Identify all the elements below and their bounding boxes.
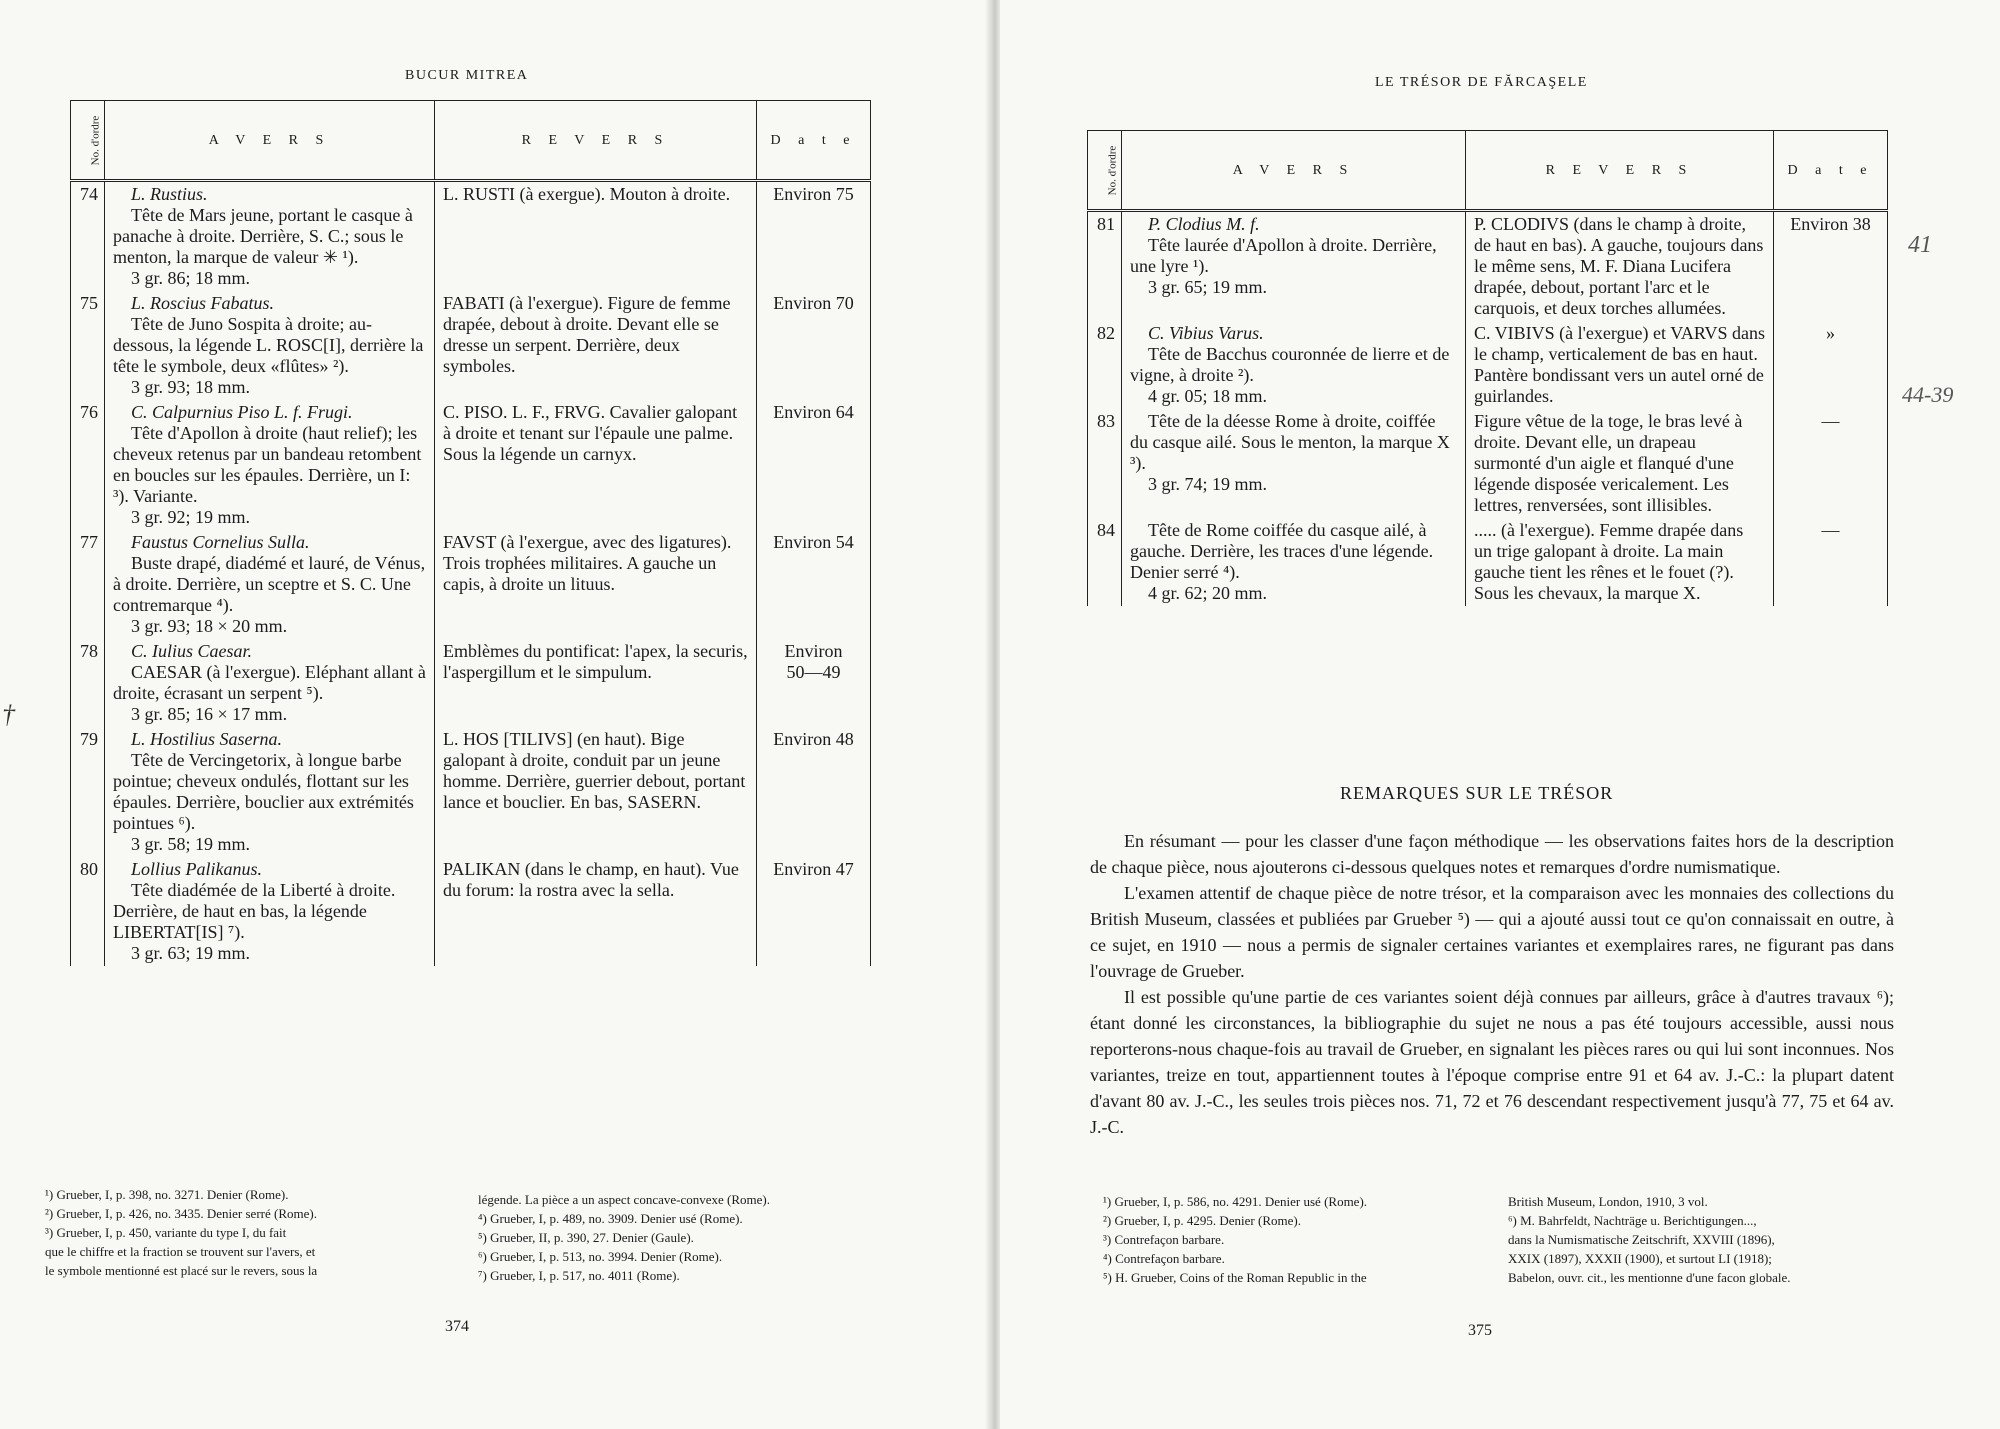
footnote: ⁵) Grueber, II, p. 390, 27. Denier (Gaule). (478, 1230, 694, 1245)
avers-description: Tête de Mars jeune, portant le casque à panache à droite. Derrière, S. C.; sous le menton, la marque de valeur ✳ ¹). (113, 205, 413, 267)
date-cell: » (1774, 321, 1888, 409)
avers-measurements: 3 gr. 86; 18 mm. (131, 268, 251, 288)
footnote: XXIX (1897), XXXII (1900), et surtout LI (1918); (1508, 1251, 1772, 1266)
avers-description: Tête d'Apollon à droite (haut relief); les cheveux retenus par un bandeau retombent en boucles sur les épaules. Derrière, un I: ³). Variante. (113, 423, 422, 506)
paragraph: En résumant — pour les classer d'une façon méthodique — les observations faites hors de la description de chaque pièce, nous ajouterons ci-dessous quelques notes et remarques d'ordre numismatique. (1090, 831, 1894, 877)
avers-measurements: 3 gr. 74; 19 mm. (1148, 474, 1268, 494)
avers-heading: C. Vibius Varus. (1148, 323, 1264, 343)
date-cell: Environ 75 (757, 181, 871, 292)
avers-measurements: 3 gr. 92; 19 mm. (131, 507, 251, 527)
avers-cell (105, 530, 435, 639)
avers-measurements: 4 gr. 62; 20 mm. (1148, 583, 1268, 603)
header-revers: R E V E R S (435, 101, 757, 181)
avers-description: Tête de Juno Sospita à droite; au-dessous, la légende L. ROSC[I], derrière la tête le symbole, deux «flûtes» ²). (113, 314, 424, 376)
date-cell: Environ 64 (757, 400, 871, 530)
revers-cell: C. PISO. L. F., FRVG. Cavalier galopant à droite et tenant sur l'épaule une palme. Sous la légende un carnyx. (435, 400, 757, 530)
avers-measurements: 4 gr. 05; 18 mm. (1148, 386, 1268, 406)
coin-number: 78 (71, 639, 105, 727)
footnote: ⁶) Grueber, I, p. 513, no. 3994. Denier (Rome). (478, 1249, 723, 1264)
coin-number: 83 (1088, 409, 1122, 518)
avers-description: Buste drapé, diadémé et lauré, de Vénus, à droite. Derrière, un sceptre et S. C. Une contremarque ⁴). (113, 553, 426, 615)
revers-cell: P. CLODIVS (dans le champ à droite, de haut en bas). A gauche, toujours dans le même sens, M. F. Diana Lucifera drapée, debout, portant l'arc et le carquois, et deux torches allumées. (1466, 211, 1774, 322)
footnote: ²) Grueber, I, p. 4295. Denier (Rome). (1103, 1213, 1301, 1228)
avers-cell (1122, 409, 1466, 518)
header-avers: A V E R S (1122, 131, 1466, 211)
table-row (1088, 211, 1888, 322)
table-row (71, 291, 871, 400)
footnotes-right-col1 (1103, 1192, 1503, 1287)
table-row (1088, 409, 1888, 518)
revers-cell: PALIKAN (dans le champ, en haut). Vue du forum: la rostra avec la sella. (435, 857, 757, 966)
date-cell: Environ 50—49 (757, 639, 871, 727)
table-row (71, 530, 871, 639)
avers-heading: C. Calpurnius Piso L. f. Frugi. (131, 402, 353, 422)
header-date: D a t e (1774, 131, 1888, 211)
coin-number: 82 (1088, 321, 1122, 409)
avers-heading: Lollius Palikanus. (131, 859, 263, 879)
avers-measurements: 3 gr. 65; 19 mm. (1148, 277, 1268, 297)
revers-cell: FAVST (à l'exergue, avec des ligatures). Trois trophées militaires. A gauche un capis, à droite un lituus. (435, 530, 757, 639)
table-row (71, 639, 871, 727)
footnote: Babelon, ouvr. cit., les mentionne d'une facon globale. (1508, 1270, 1791, 1285)
footnote: ²) Grueber, I, p. 426, no. 3435. Denier serré (Rome). (45, 1206, 317, 1221)
avers-cell (105, 857, 435, 966)
avers-cell (105, 181, 435, 292)
header-no: No. d'ordre (71, 101, 105, 181)
avers-heading: P. Clodius M. f. (1148, 214, 1260, 234)
date-cell: Environ 70 (757, 291, 871, 400)
table-row (71, 857, 871, 966)
footnote: ¹) Grueber, I, p. 586, no. 4291. Denier usé (Rome). (1103, 1194, 1368, 1209)
remarks-text (1090, 828, 1894, 1140)
date-cell: Environ 48 (757, 727, 871, 857)
margin-mark: † (2, 700, 15, 729)
paragraph: Il est possible qu'une partie de ces variantes soient déjà connues par ailleurs, grâce à d'autres travaux ⁶); étant donné les circonstances, la bibliographie du sujet ne nous a pas été toujours accessible, aussi nous reporterons-nous chaque-fois au travail de Grueber, en signalant les pièces rares ou qui lui sont inconnues. Nos variantes, treize en tout, appartiennent toutes à l'époque comprise entre 91 et 64 av. J.-C.: la plupart datent d'avant 80 av. J.-C., les seules trois pièces nos. 71, 72 et 76 descendant respectivement jusqu'à 77, 75 et 64 av. J.-C. (1090, 987, 1894, 1137)
avers-measurements: 3 gr. 63; 19 mm. (131, 943, 251, 963)
avers-measurements: 3 gr. 93; 18 × 20 mm. (131, 616, 288, 636)
footnotes-left-col2 (478, 1190, 888, 1285)
footnote: ⁵) H. Grueber, Coins of the Roman Republic in the (1103, 1270, 1367, 1285)
avers-cell (105, 639, 435, 727)
avers-cell (105, 400, 435, 530)
avers-heading: L. Rustius. (131, 184, 208, 204)
header-avers: A V E R S (105, 101, 435, 181)
coin-table-right (1087, 130, 1888, 606)
table-row (71, 181, 871, 292)
avers-description: Tête diadémée de la Liberté à droite. Derrière, de haut en bas, la légende LIBERTAT[IS] ⁷). (113, 880, 396, 942)
coin-number: 81 (1088, 211, 1122, 322)
running-head-left: BUCUR MITREA (405, 68, 529, 83)
revers-cell: L. RUSTI (à exergue). Mouton à droite. (435, 181, 757, 292)
footnote: le symbole mentionné est placé sur le revers, sous la (45, 1263, 318, 1278)
avers-cell (1122, 321, 1466, 409)
footnotes-left-col1 (45, 1185, 455, 1280)
avers-heading: C. Iulius Caesar. (131, 641, 253, 661)
avers-description: Tête de Rome coiffée du casque ailé, à gauche. Derrière, les traces d'une légende. Denier serré ⁴). (1130, 520, 1434, 582)
coin-number: 84 (1088, 518, 1122, 606)
footnote: ³) Grueber, I, p. 450, variante du type I, du fait (45, 1225, 287, 1240)
date-cell: Environ 38 (1774, 211, 1888, 322)
page-number-right: 375 (1468, 1322, 1492, 1339)
avers-description: Tête de Bacchus couronnée de lierre et de vigne, à droite ²). (1130, 344, 1450, 385)
margin-note: 44-39 (1902, 382, 1954, 407)
coin-number: 79 (71, 727, 105, 857)
avers-description: Tête de Vercingetorix, à longue barbe pointue; cheveux ondulés, flottant sur les épaules. Derrière, bouclier aux extrémités pointues ⁶). (113, 750, 414, 833)
coin-number: 75 (71, 291, 105, 400)
avers-cell (105, 291, 435, 400)
footnotes-right-col2 (1508, 1192, 1898, 1287)
footnote: ⁶) M. Bahrfeldt, Nachträge u. Berichtigungen..., (1508, 1213, 1757, 1228)
avers-description: Tête laurée d'Apollon à droite. Derrière, une lyre ¹). (1130, 235, 1437, 276)
avers-cell (1122, 211, 1466, 322)
header-no: No. d'ordre (1088, 131, 1122, 211)
avers-heading: L. Roscius Fabatus. (131, 293, 275, 313)
coin-table-left (70, 100, 871, 966)
margin-note: 41 (1908, 232, 1932, 258)
footnote: que le chiffre et la fraction se trouvent sur l'avers, et (45, 1244, 316, 1259)
footnote: ³) Contrefaçon barbare. (1103, 1232, 1225, 1247)
date-cell: Environ 47 (757, 857, 871, 966)
date-cell: — (1774, 518, 1888, 606)
date-cell: — (1774, 409, 1888, 518)
revers-cell: FABATI (à l'exergue). Figure de femme drapée, debout à droite. Devant elle se dresse un serpent. Derrière, deux symboles. (435, 291, 757, 400)
revers-cell: ..... (à l'exergue). Femme drapée dans un trige galopant à droite. La main gauche tient les rênes et le fouet (?). Sous les chevaux, la marque X. (1466, 518, 1774, 606)
running-head-right: LE TRÉSOR DE FĂRCAŞELE (1375, 75, 1588, 90)
footnote: ⁴) Grueber, I, p. 489, no. 3909. Denier usé (Rome). (478, 1211, 743, 1226)
coin-number: 77 (71, 530, 105, 639)
header-revers: R E V E R S (1466, 131, 1774, 211)
avers-description: Tête de la déesse Rome à droite, coiffée du casque ailé. Sous le menton, la marque X ³). (1130, 411, 1450, 473)
revers-cell: Emblèmes du pontificat: l'apex, la securis, l'aspergillum et le simpulum. (435, 639, 757, 727)
table-row (1088, 518, 1888, 606)
avers-cell (1122, 518, 1466, 606)
table-header (1088, 131, 1888, 211)
table-row (71, 400, 871, 530)
avers-description: CAESAR (à l'exergue). Eléphant allant à droite, écrasant un serpent ⁵). (113, 662, 426, 703)
coin-number: 80 (71, 857, 105, 966)
avers-heading: Faustus Cornelius Sulla. (131, 532, 310, 552)
footnote: légende. La pièce a un aspect concave-convexe (Rome). (478, 1192, 770, 1207)
revers-cell: C. VIBIVS (à l'exergue) et VARVS dans le champ, verticalement de bas en haut. Pantère bondissant vers un autel orné de guirlandes. (1466, 321, 1774, 409)
table-row (71, 727, 871, 857)
footnote: ⁷) Grueber, I, p. 517, no. 4011 (Rome). (478, 1268, 680, 1283)
right-page (1000, 0, 2000, 1429)
table-header (71, 101, 871, 181)
footnote: dans la Numismatische Zeitschrift, XXVIII (1896), (1508, 1232, 1775, 1247)
avers-measurements: 3 gr. 58; 19 mm. (131, 834, 251, 854)
avers-cell (105, 727, 435, 857)
avers-measurements: 3 gr. 85; 16 × 17 mm. (131, 704, 288, 724)
table-row (1088, 321, 1888, 409)
coin-number: 74 (71, 181, 105, 292)
revers-cell: L. HOS [TILIVS] (en haut). Bige galopant à droite, conduit par un jeune homme. Derrière, guerrier debout, portant lance et bouclier. En bas, SASERN. (435, 727, 757, 857)
footnote: British Museum, London, 1910, 3 vol. (1508, 1194, 1708, 1209)
footnote: ¹) Grueber, I, p. 398, no. 3271. Denier (Rome). (45, 1187, 289, 1202)
section-title: REMARQUES SUR LE TRÉSOR (1340, 783, 1614, 803)
avers-heading: L. Hostilius Saserna. (131, 729, 283, 749)
paragraph: L'examen attentif de chaque pièce de notre trésor, et la comparaison avec les monnaies des collections du British Museum, classées et publiées par Grueber ⁵) — qui a ajouté aussi tout ce qu'on connaissait en outre, à ce sujet, en 1910 — nous a permis de signaler certaines variantes et exemplaires rares, ne figurant pas dans l'ouvrage de Grueber. (1090, 883, 1894, 981)
left-page (0, 0, 990, 1429)
avers-measurements: 3 gr. 93; 18 mm. (131, 377, 251, 397)
page-number-left: 374 (445, 1318, 469, 1335)
date-cell: Environ 54 (757, 530, 871, 639)
coin-number: 76 (71, 400, 105, 530)
footnote: ⁴) Contrefaçon barbare. (1103, 1251, 1225, 1266)
header-date: D a t e (757, 101, 871, 181)
revers-cell: Figure vêtue de la toge, le bras levé à droite. Devant elle, un drapeau surmonté d'un aigle et flanqué d'une légende disposée vericalement. Les lettres, renversées, sont illisibles. (1466, 409, 1774, 518)
